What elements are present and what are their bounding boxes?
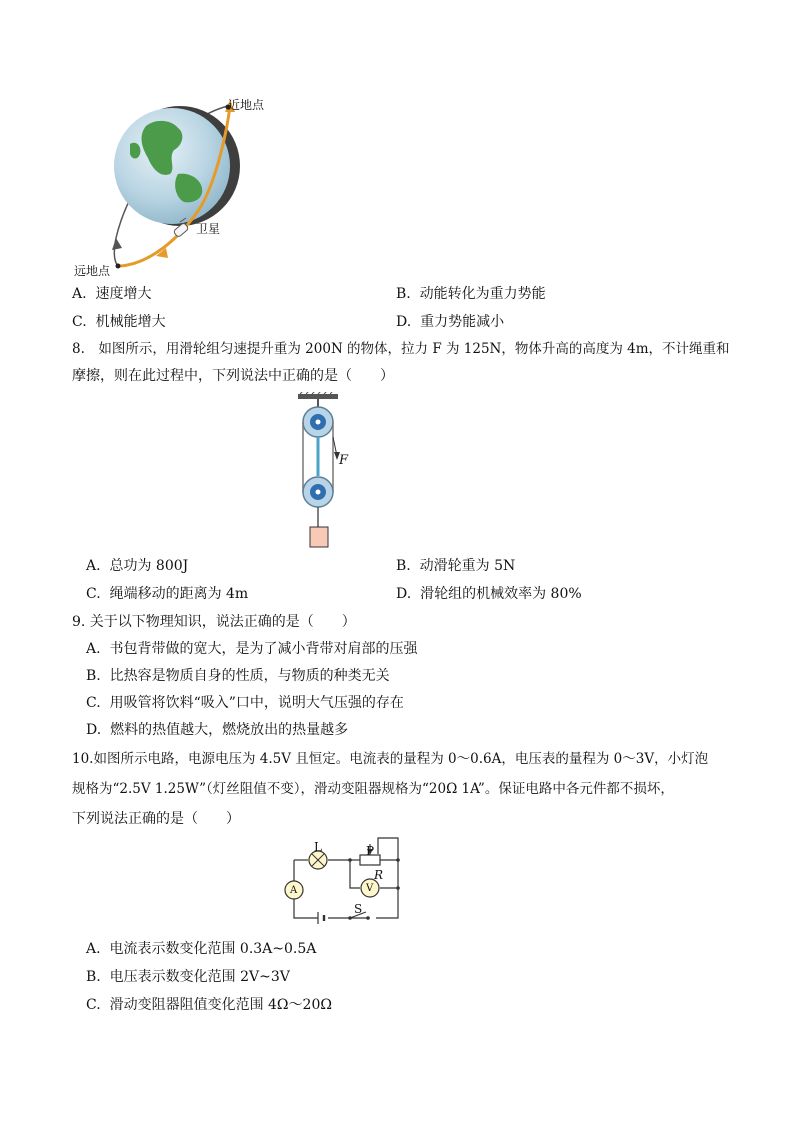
force-label: F — [339, 453, 349, 468]
load-block — [310, 527, 328, 547]
q9-option-a: A. 书包背带做的宽大，是为了减小背带对肩部的压强 — [86, 641, 418, 657]
q9-option-b: B. 比热容是物质自身的性质，与物质的种类无关 — [86, 668, 390, 684]
wire-top-mid — [328, 860, 360, 888]
ammeter-label: A — [290, 885, 298, 896]
apogee-point — [116, 264, 121, 269]
q8-stem-line2: 摩擦，则在此过程中，下列说法中正确的是（ ） — [72, 368, 394, 384]
q8-option-b: B. 动滑轮重为 5N — [396, 558, 516, 574]
ceiling-hatch — [300, 392, 334, 394]
lamp-label: L — [314, 840, 322, 854]
q10-stem-line2: 规格为“2.5V 1.25W”（灯丝阻值不变），滑动变阻器规格为“20Ω 1A”。保证电路中各元件都不损坏， — [72, 781, 674, 797]
q10-option-b: B. 电压表示数变化范围 2V~3V — [86, 969, 290, 985]
pulley-figure — [292, 392, 362, 552]
satellite-label: 卫星 — [196, 222, 221, 236]
resistor-label: R — [374, 868, 384, 882]
q10-option-c: C. 滑动变阻器阻值变化范围 4Ω～20Ω — [86, 997, 332, 1013]
q8-option-c: C. 绳端移动的距离为 4m — [86, 586, 249, 602]
q10-stem-line1: 10.如图所示电路，电源电压为 4.5V 且恒定。电流表的量程为 0～0.6A，电压表的量程为 0～3V，小灯泡 — [72, 751, 709, 767]
apogee-label: 远地点 — [74, 264, 111, 278]
q10-option-a: A. 电流表示数变化范围 0.3A~0.5A — [86, 941, 317, 957]
q9-option-d: D. 燃料的热值越大，燃烧放出的热量越多 — [86, 722, 349, 738]
orbit-arrow-back-icon — [112, 238, 122, 250]
switch-label: S — [354, 902, 363, 916]
q7-option-d: D. 重力势能减小 — [396, 314, 505, 330]
q9-option-c: C. 用吸管将饮料“吸入”口中，说明大气压强的存在 — [86, 695, 404, 711]
battery-icon — [318, 912, 324, 924]
q9-stem: 9. 关于以下物理知识，说法正确的是（ ） — [72, 614, 356, 630]
q7-option-b: B. 动能转化为重力势能 — [396, 286, 546, 302]
perigee-label: 近地点 — [228, 98, 265, 112]
q8-option-d: D. 滑轮组的机械效率为 80% — [396, 586, 582, 602]
satellite-orbit-figure — [60, 88, 290, 283]
q10-stem-line3: 下列说法正确的是（ ） — [72, 811, 240, 827]
q8-option-a: A. 总功为 800J — [86, 558, 189, 574]
q7-option-c: C. 机械能增大 — [72, 314, 166, 330]
q8-stem-line1: 8. 如图所示，用滑轮组匀速提升重为 200N 的物体，拉力 F 为 125N，物体升高的高度为 4m，不计绳重和 — [72, 341, 730, 357]
voltmeter-label: V — [366, 883, 374, 894]
ceiling-bar — [298, 394, 338, 399]
q7-option-a: A. 速度增大 — [72, 286, 152, 302]
circuit-figure — [278, 832, 408, 927]
slider-label: P — [366, 844, 375, 858]
